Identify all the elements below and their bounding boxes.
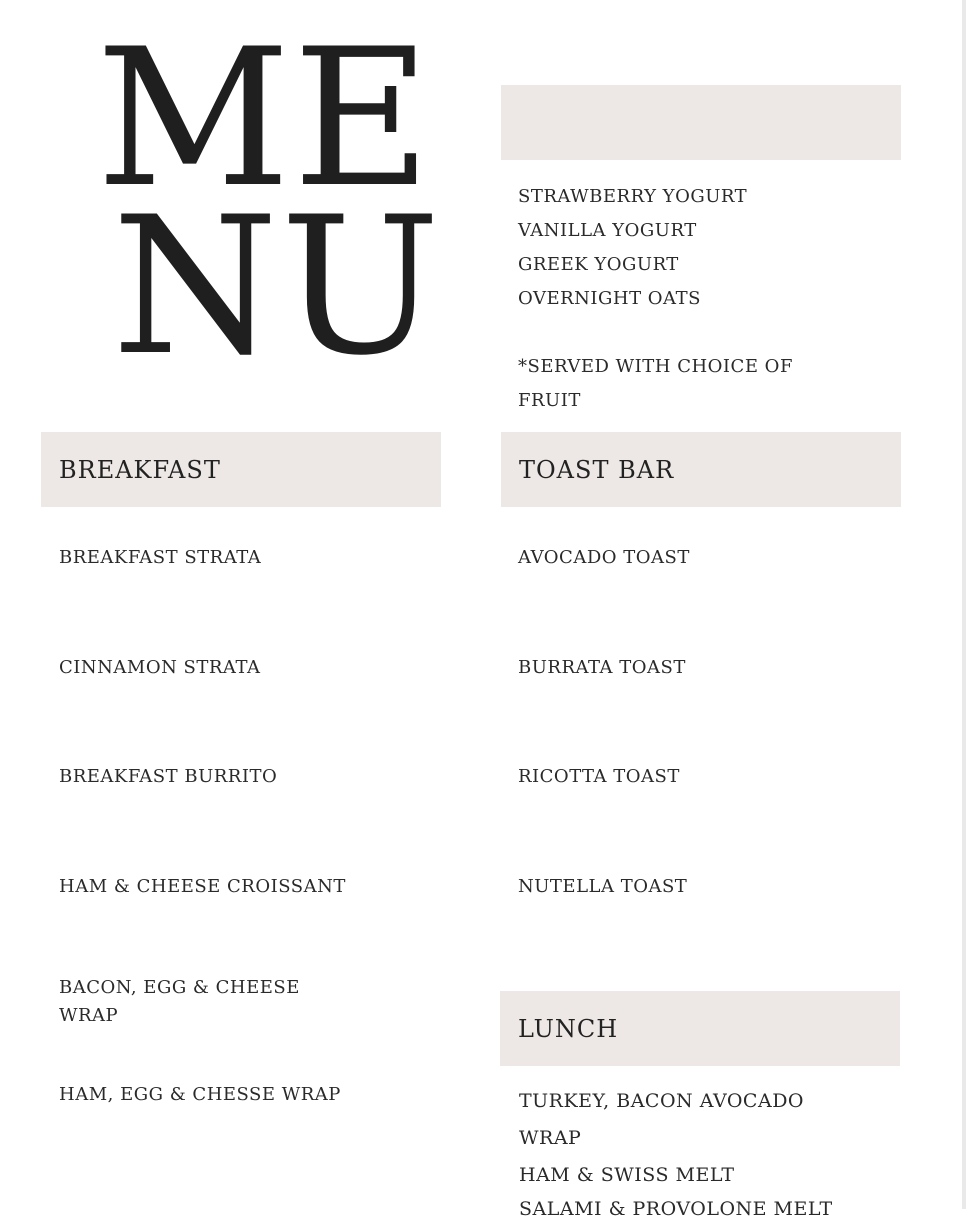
menu-item: AVOCADO TOAST xyxy=(518,547,690,568)
menu-item: GREEK YOGURT xyxy=(518,254,679,275)
menu-item: SALAMI & PROVOLONE MELT xyxy=(519,1198,833,1220)
breakfast-band xyxy=(41,432,441,507)
menu-item: WRAP xyxy=(519,1127,582,1149)
menu-item: BREAKFAST STRATA xyxy=(59,547,262,568)
page-edge xyxy=(962,0,966,1209)
menu-item: RICOTTA TOAST xyxy=(518,766,680,787)
menu-note: *SERVED WITH CHOICE OF xyxy=(518,356,793,377)
menu-item: NUTELLA TOAST xyxy=(518,876,688,897)
menu-item: TURKEY, BACON AVOCADO xyxy=(519,1090,804,1112)
menu-item: BURRATA TOAST xyxy=(518,657,686,678)
lunch-band xyxy=(500,991,900,1066)
top-section-band xyxy=(501,85,901,160)
menu-item: HAM, EGG & CHESSE WRAP xyxy=(59,1084,341,1105)
menu-title-line-2: NU xyxy=(112,176,443,397)
lunch-heading: LUNCH xyxy=(518,1015,619,1043)
menu-item: BREAKFAST BURRITO xyxy=(59,766,278,787)
toast-bar-band xyxy=(501,432,901,507)
menu-item: CINNAMON STRATA xyxy=(59,657,261,678)
menu-item: HAM & SWISS MELT xyxy=(519,1164,735,1186)
toast-bar-heading: TOAST BAR xyxy=(519,456,675,484)
menu-title-line-1: ME xyxy=(96,8,434,229)
breakfast-heading: BREAKFAST xyxy=(59,456,221,484)
menu-item: VANILLA YOGURT xyxy=(518,220,697,241)
menu-item: WRAP xyxy=(59,1005,119,1026)
menu-note: FRUIT xyxy=(518,390,581,411)
menu-item: HAM & CHEESE CROISSANT xyxy=(59,876,346,897)
menu-item: STRAWBERRY YOGURT xyxy=(518,186,748,207)
menu-item: BACON, EGG & CHEESE xyxy=(59,977,300,998)
menu-item: OVERNIGHT OATS xyxy=(518,288,701,309)
